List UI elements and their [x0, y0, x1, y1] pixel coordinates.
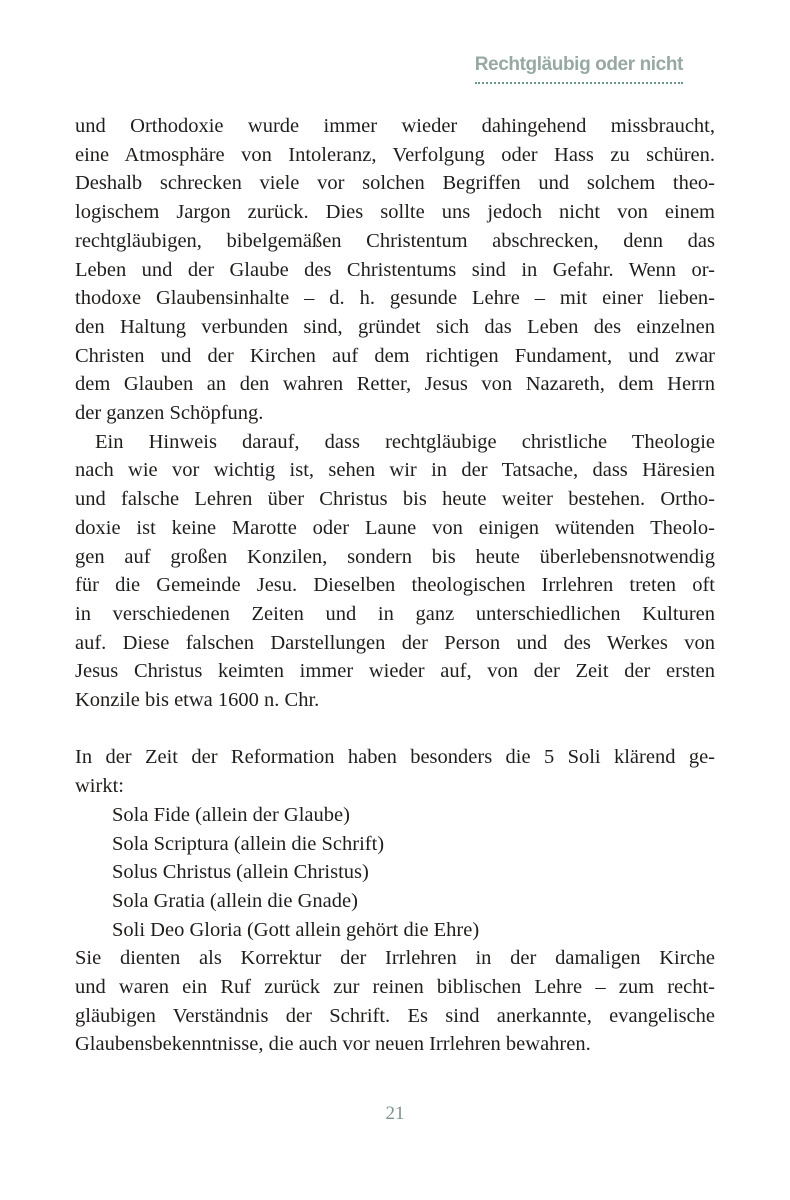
text-line: Sola Gratia (allein die Gnade): [112, 889, 358, 912]
paragraph-4: [75, 944, 715, 1059]
text-line: Glaubensbekenntnisse, die auch vor neuen Irrlehren bewahren.: [75, 1033, 591, 1056]
text-body: [75, 112, 715, 1059]
text-line: eine Atmosphäre von Intoleranz, Verfolgung oder Hass zu schüren.: [75, 143, 715, 166]
text-line: gen auf großen Konzilen, sondern bis heute überlebensnotwendig: [75, 545, 715, 568]
text-line: thodoxe Glaubensinhalte – d. h. gesunde Lehre – mit einer lieben-: [75, 287, 715, 310]
text-line: rechtgläubigen, bibelgemäßen Christentum abschrecken, denn das: [75, 229, 715, 252]
text-line: in verschiedenen Zeiten und in ganz unterschiedlichen Kulturen: [75, 602, 715, 625]
text-line: gläubigen Verständnis der Schrift. Es sind anerkannte, evangelische: [75, 1004, 715, 1027]
text-line: Deshalb schrecken viele vor solchen Begriffen und solchem theo-: [75, 172, 715, 195]
text-line: Ein Hinweis darauf, dass rechtgläubige christliche Theologie: [95, 430, 715, 453]
text-line: Solus Christus (allein Christus): [112, 861, 369, 884]
text-line: doxie ist keine Marotte oder Laune von einigen wütenden Theolo-: [75, 516, 715, 539]
text-line: Jesus Christus keimten immer wieder auf, von der Zeit der ersten: [75, 660, 715, 683]
soli-list: [75, 801, 715, 945]
text-line: Sola Scriptura (allein die Schrift): [112, 832, 385, 855]
text-line: Sie dienten als Korrektur der Irrlehren in der damaligen Kirche: [75, 947, 715, 970]
text-line: Christen und der Kirchen auf dem richtigen Fundament, und zwar: [75, 344, 715, 367]
text-line: auf. Diese falschen Darstellungen der Person und des Werkes von: [75, 631, 715, 654]
running-header-title: Rechtgläubig oder nicht: [475, 54, 683, 84]
running-header: [475, 54, 683, 84]
text-line: Konzile bis etwa 1600 n. Chr.: [75, 689, 320, 712]
text-line: und waren ein Ruf zurück zur reinen biblischen Lehre – zum recht-: [75, 976, 715, 999]
text-line: In der Zeit der Reformation haben besonders die 5 Soli klärend ge-: [75, 746, 715, 769]
paragraph-2: [75, 428, 715, 715]
page-number: 21: [385, 1103, 405, 1124]
paragraph-1: [75, 112, 715, 428]
text-line: der ganzen Schöpfung.: [75, 402, 264, 425]
text-line: dem Glauben an den wahren Retter, Jesus von Nazareth, dem Herrn: [75, 373, 715, 396]
text-line: und falsche Lehren über Christus bis heute weiter bestehen. Ortho-: [75, 488, 715, 511]
text-line: Leben und der Glaube des Christentums sind in Gefahr. Wenn or-: [75, 258, 715, 281]
paragraph-3: [75, 743, 715, 800]
text-line: den Haltung verbunden sind, gründet sich das Leben des einzelnen: [75, 315, 715, 338]
text-line: Soli Deo Gloria (Gott allein gehört die Ehre): [112, 918, 480, 941]
text-line: Sola Fide (allein der Glaube): [112, 803, 350, 826]
text-line: nach wie vor wichtig ist, sehen wir in der Tatsache, dass Häresien: [75, 459, 715, 482]
text-line: für die Gemeinde Jesu. Dieselben theologischen Irrlehren treten oft: [75, 574, 715, 597]
text-line: wirkt:: [75, 775, 124, 798]
text-line: und Orthodoxie wurde immer wieder dahingehend missbraucht,: [75, 115, 715, 137]
text-line: logischem Jargon zurück. Dies sollte uns jedoch nicht von einem: [75, 201, 715, 224]
